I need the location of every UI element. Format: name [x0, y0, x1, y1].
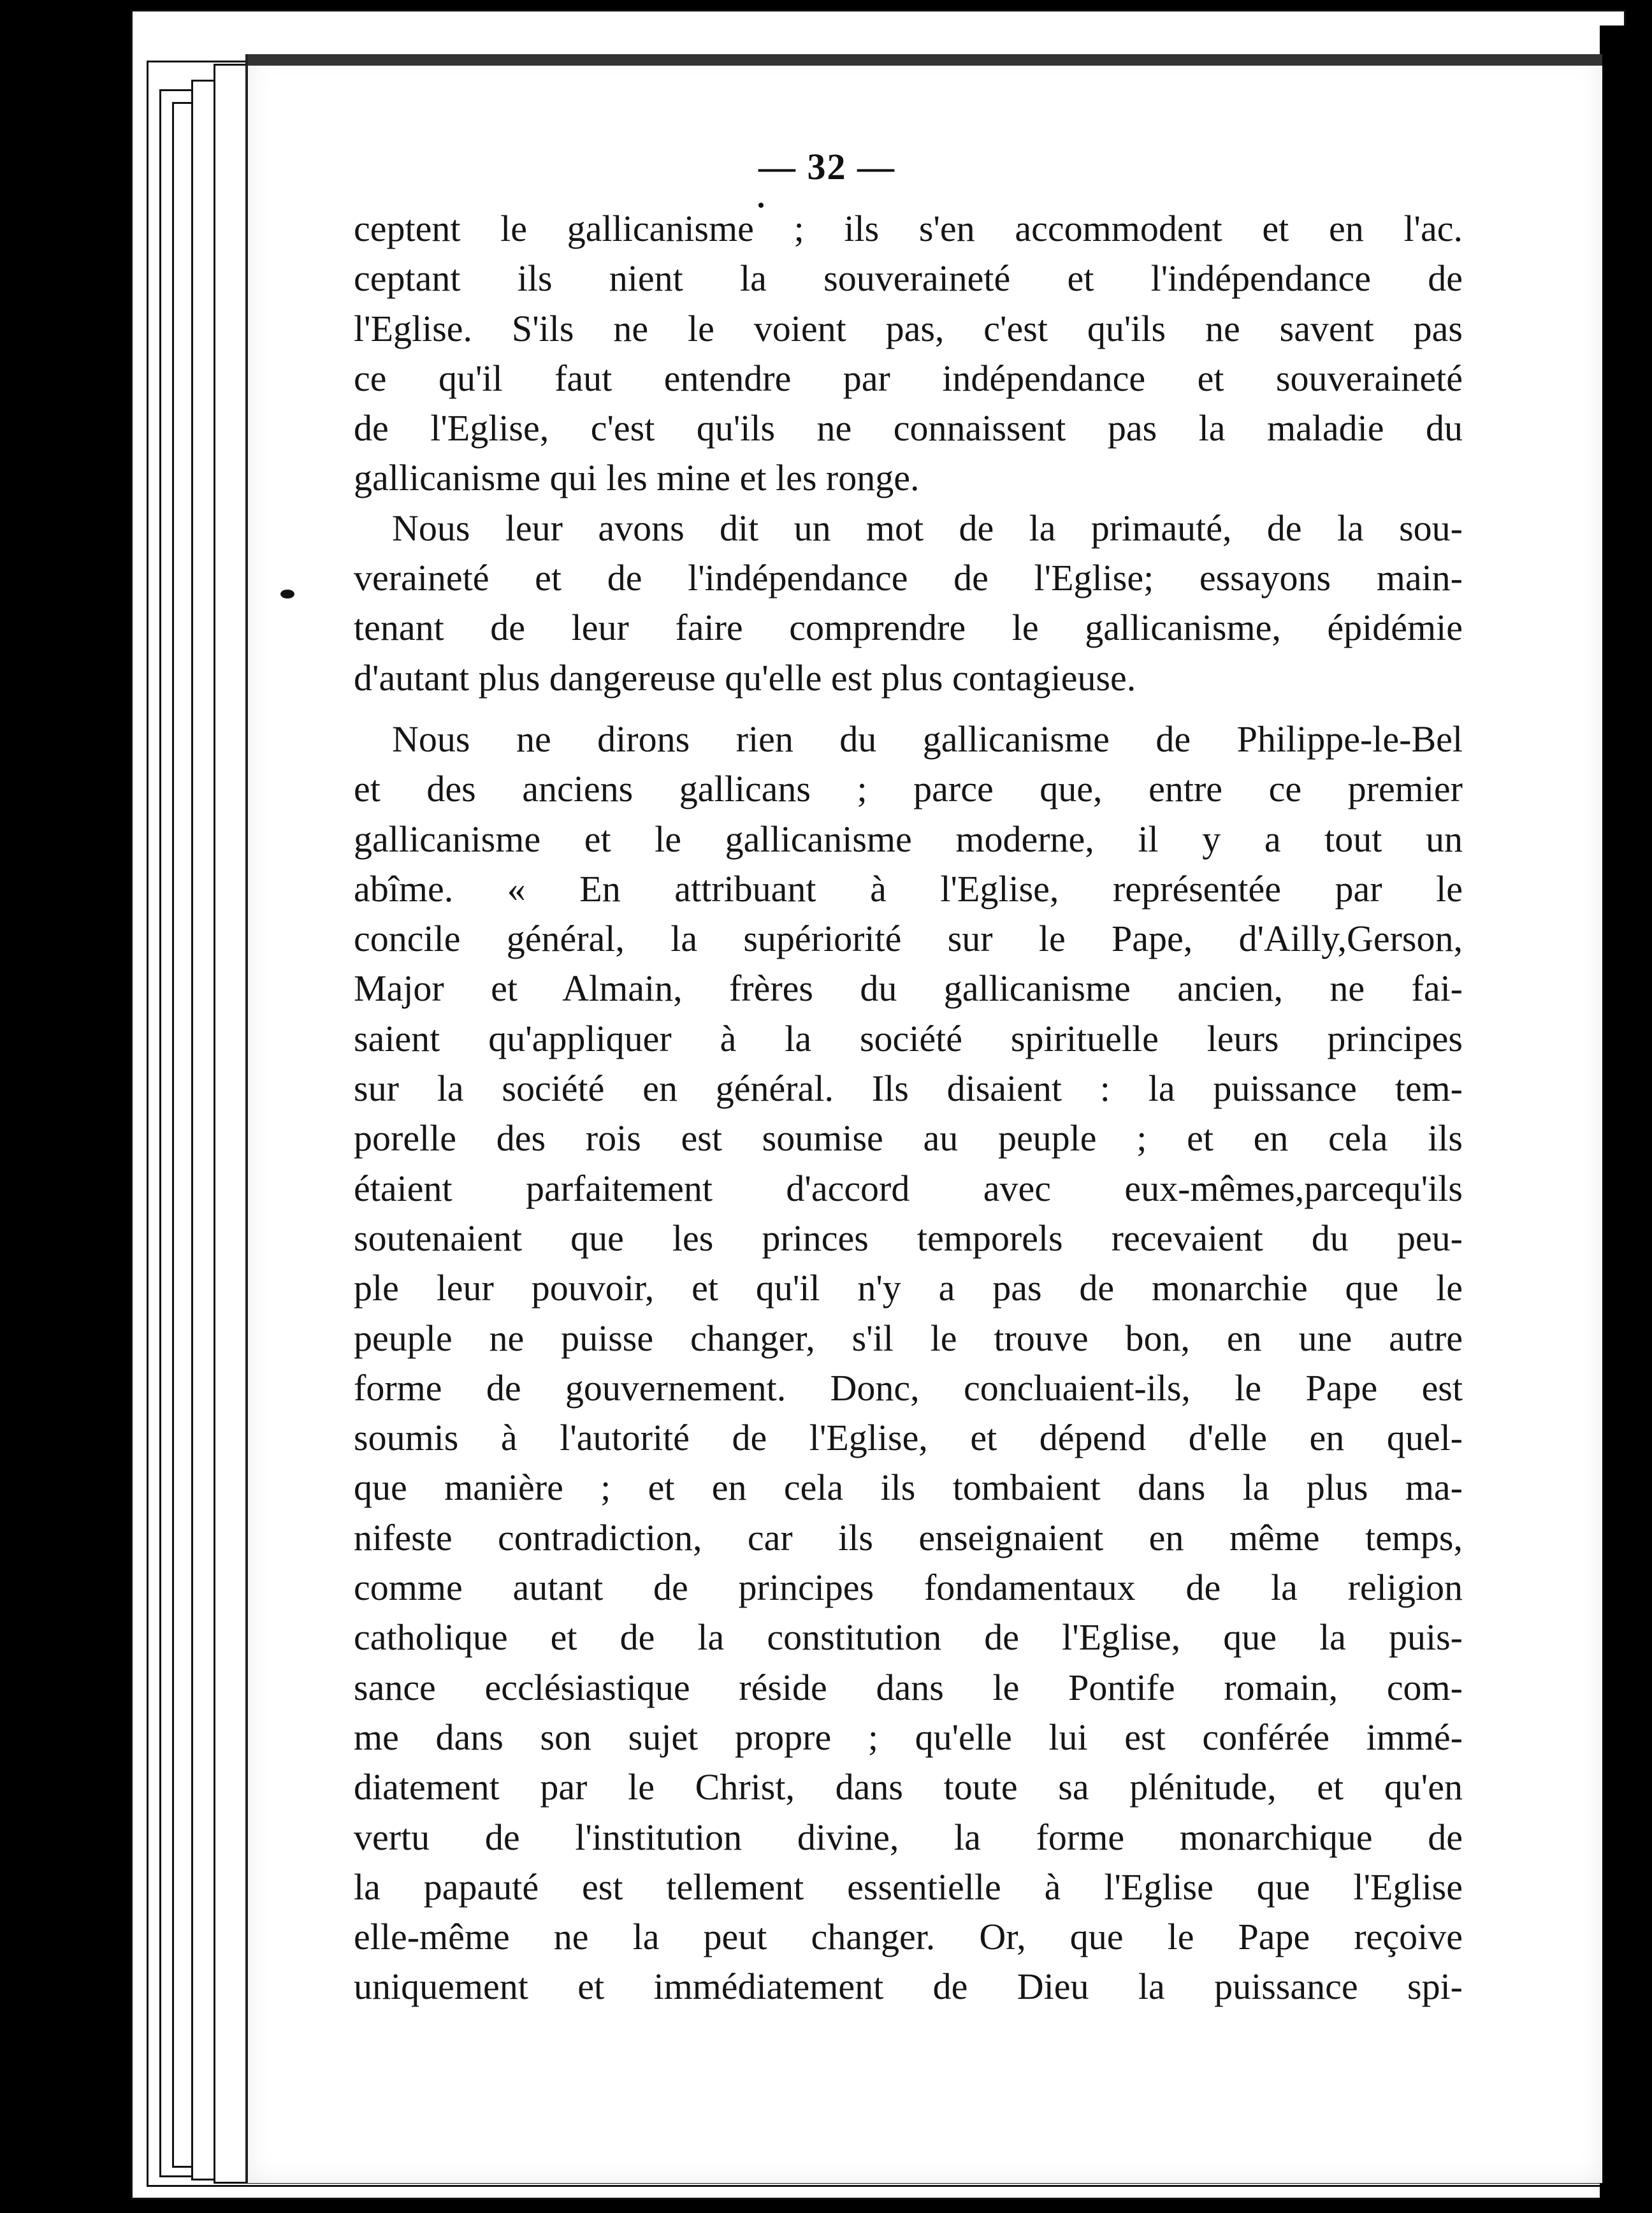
text-line: catholique et de la constitution de l'Eglise, que la puis- [354, 1616, 1463, 1658]
text-line: porelle des rois est soumise au peuple ; et en cela ils [354, 1117, 1463, 1159]
text-line: sance ecclésiastique réside dans le Pontife romain, com- [354, 1666, 1463, 1708]
text-line: ce qu'il faut entendre par indépendance et souveraineté [354, 357, 1463, 399]
text-line: elle-même ne la peut changer. Or, que le Pape reçoive [354, 1916, 1463, 1958]
text-line: gallicanisme et le gallicanisme moderne, il y a tout un [354, 818, 1463, 860]
right-dark-margin [1600, 25, 1652, 2213]
text-line: et des anciens gallicans ; parce que, entre ce premier [354, 768, 1463, 810]
page-top-edge [248, 54, 1602, 66]
text-line: Major et Almain, frères du gallicanisme ancien, ne fai- [354, 968, 1463, 1010]
text-line: l'Eglise. S'ils ne le voient pas, c'est qu'ils ne savent pas [354, 307, 1463, 349]
text-line: Nous leur avons dit un mot de la primauté, de la sou- [392, 507, 1463, 549]
text-line: forme de gouvernement. Donc, concluaient-ils, le Pape est [354, 1367, 1463, 1409]
text-line: me dans son sujet propre ; qu'elle lui est conférée immé- [354, 1716, 1463, 1758]
text-line: nifeste contradiction, car ils enseignaient en même temps, [354, 1516, 1463, 1558]
paragraph-gap [354, 703, 1463, 715]
text-line: Nous ne dirons rien du gallicanisme de Philippe-le-Bel [392, 718, 1463, 760]
text-line: ceptent le gallicanisme ; ils s'en accommodent et en l'ac. [354, 208, 1463, 249]
text-line: saient qu'appliquer à la société spirituelle leurs principes [354, 1017, 1463, 1059]
paragraph [354, 504, 1463, 703]
text-line: peuple ne puisse changer, s'il le trouve bon, en une autre [354, 1317, 1463, 1359]
text-line: la papauté est tellement essentielle à l'Eglise que l'Eglise [354, 1866, 1463, 1908]
text-line: étaient parfaitement d'accord avec eux-mêmes,parcequ'ils [354, 1167, 1463, 1209]
paragraph [354, 715, 1463, 2012]
text-line: comme autant de principes fondamentaux de la religion [354, 1567, 1463, 1609]
text-line: veraineté et de l'indépendance de l'Eglise; essayons main- [354, 557, 1463, 599]
text-line: soumis à l'autorité de l'Eglise, et dépend d'elle en quel- [354, 1417, 1463, 1459]
text-line: gallicanisme qui les mine et les ronge. [354, 457, 920, 499]
text-line: sur la société en général. Ils disaient : la puissance tem- [354, 1068, 1463, 1110]
text-line: uniquement et immédiatement de Dieu la puissance spi- [354, 1966, 1463, 2008]
text-line: ple leur pouvoir, et qu'il n'y a pas de monarchie que le [354, 1267, 1463, 1309]
paragraph [354, 204, 1463, 504]
text-line: diatement par le Christ, dans toute sa plénitude, et qu'en [354, 1766, 1463, 1808]
page-number: — 32 — [758, 146, 895, 187]
text-line: ceptant ils nient la souveraineté et l'indépendance de [354, 258, 1463, 300]
text-line: de l'Eglise, c'est qu'ils ne connaissent pas la maladie du [354, 407, 1463, 449]
text-line: que manière ; et en cela ils tombaient dans la plus ma- [354, 1467, 1463, 1509]
text-body [354, 204, 1463, 2012]
text-line: tenant de leur faire comprendre le gallicanisme, épidémie [354, 607, 1463, 649]
text-line: vertu de l'institution divine, la forme monarchique de [354, 1816, 1463, 1858]
ink-spot [280, 590, 294, 599]
text-line: d'autant plus dangereuse qu'elle est plus contagieuse. [354, 657, 1136, 699]
text-line: concile général, la supériorité sur le Pape, d'Ailly,Gerson, [354, 918, 1463, 960]
text-line: abîme. « En attribuant à l'Eglise, représentée par le [354, 867, 1463, 910]
text-line: soutenaient que les princes temporels recevaient du peu- [354, 1217, 1463, 1259]
